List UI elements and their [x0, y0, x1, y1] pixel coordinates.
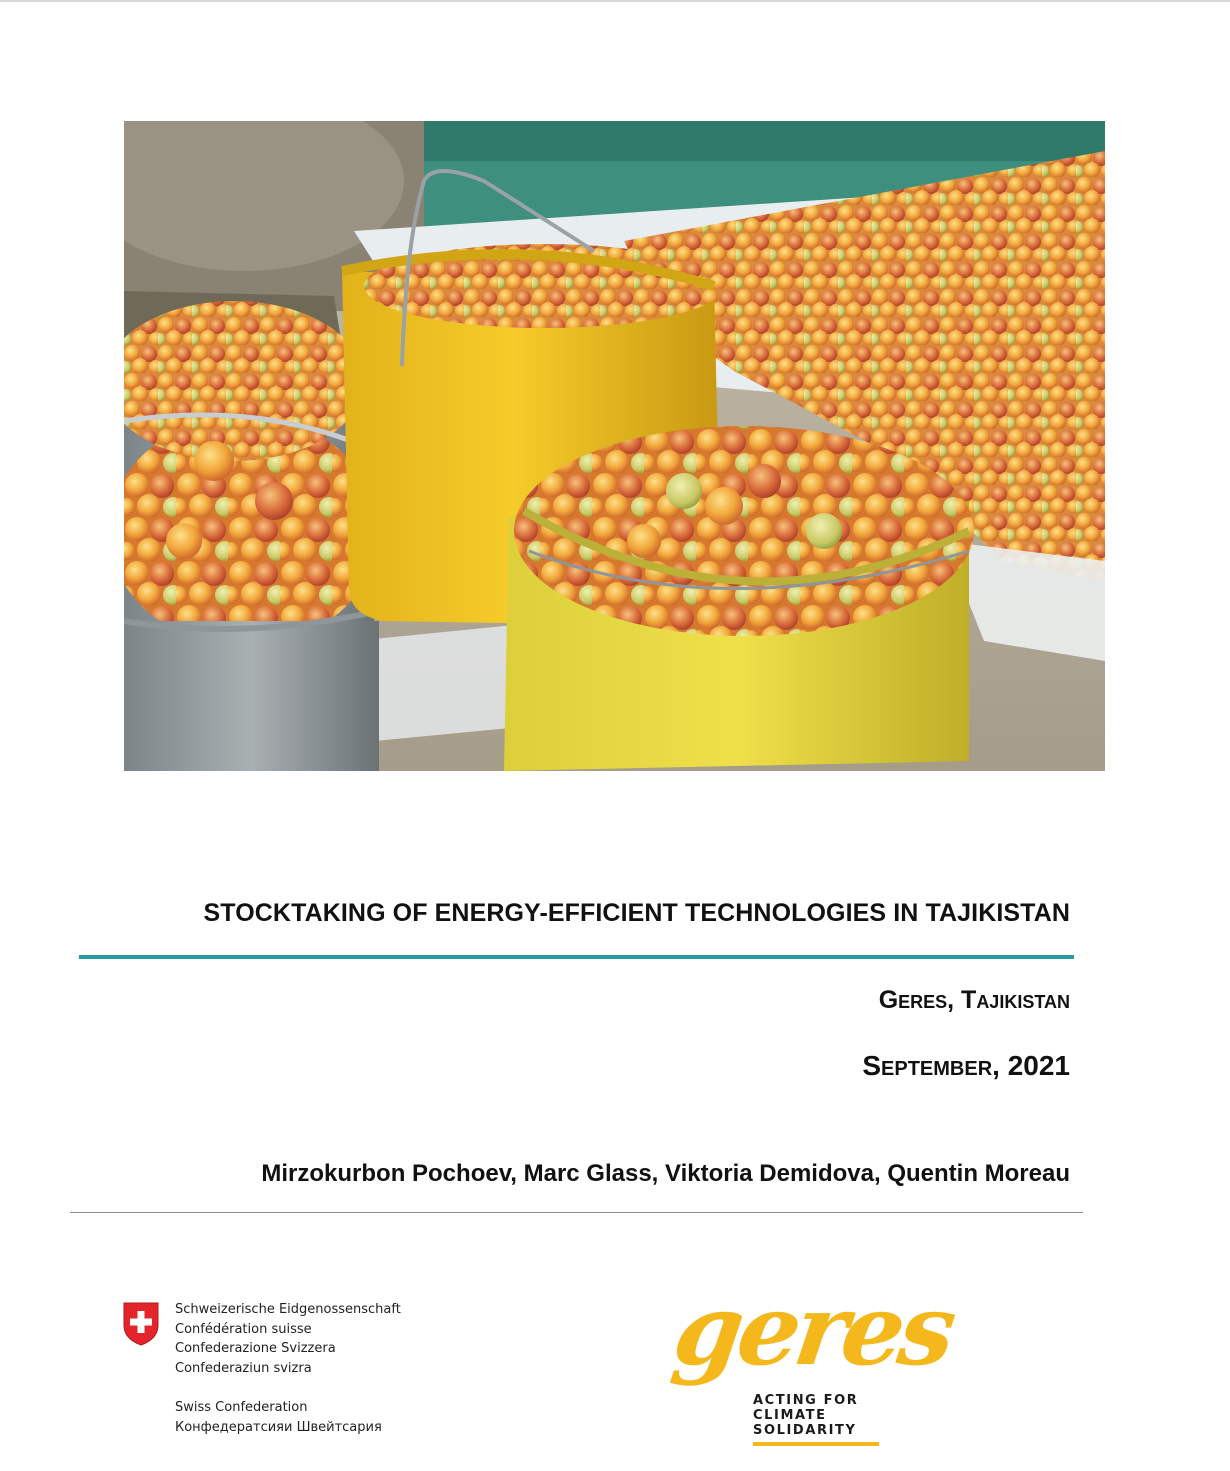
geres-tagline-line-3: SOLIDARITY [753, 1423, 857, 1438]
swiss-name-german: Schweizerische Eidgenossenschaft [175, 1302, 401, 1317]
top-border-line [0, 0, 1230, 2]
swiss-name-tajik: Конфедератсияи Швейтсария [175, 1419, 382, 1435]
swiss-name-italian: Confederazione Svizzera [175, 1341, 336, 1356]
geres-wordmark: geres [666, 1273, 959, 1388]
document-title: STOCKTAKING OF ENERGY-EFFICIENT TECHNOLOGIES IN TAJIKISTAN [203, 899, 1070, 927]
swiss-confederation-logo [122, 1300, 442, 1450]
cover-photo [124, 121, 1105, 771]
swiss-name-romansh: Confederaziun svizra [175, 1360, 312, 1376]
date-line: September, 2021 [862, 1050, 1070, 1081]
swiss-name-english: Swiss Confederation [175, 1400, 308, 1415]
title-divider [79, 955, 1074, 959]
geres-tagline [753, 1393, 858, 1438]
organization-line: Geres, Tajikistan [878, 986, 1070, 1014]
geres-underline [753, 1442, 879, 1446]
swiss-shield-icon [122, 1301, 160, 1347]
geres-tagline-line-1: ACTING FOR [753, 1393, 859, 1408]
swiss-name-french: Confédération suisse [175, 1321, 312, 1337]
geres-logo [666, 1273, 959, 1455]
geres-tagline-line-2: CLIMATE [753, 1408, 827, 1423]
authors-divider [70, 1212, 1083, 1213]
authors-line: Mirzokurbon Pochoev, Marc Glass, Viktoria Demidova, Quentin Moreau [261, 1160, 1070, 1187]
